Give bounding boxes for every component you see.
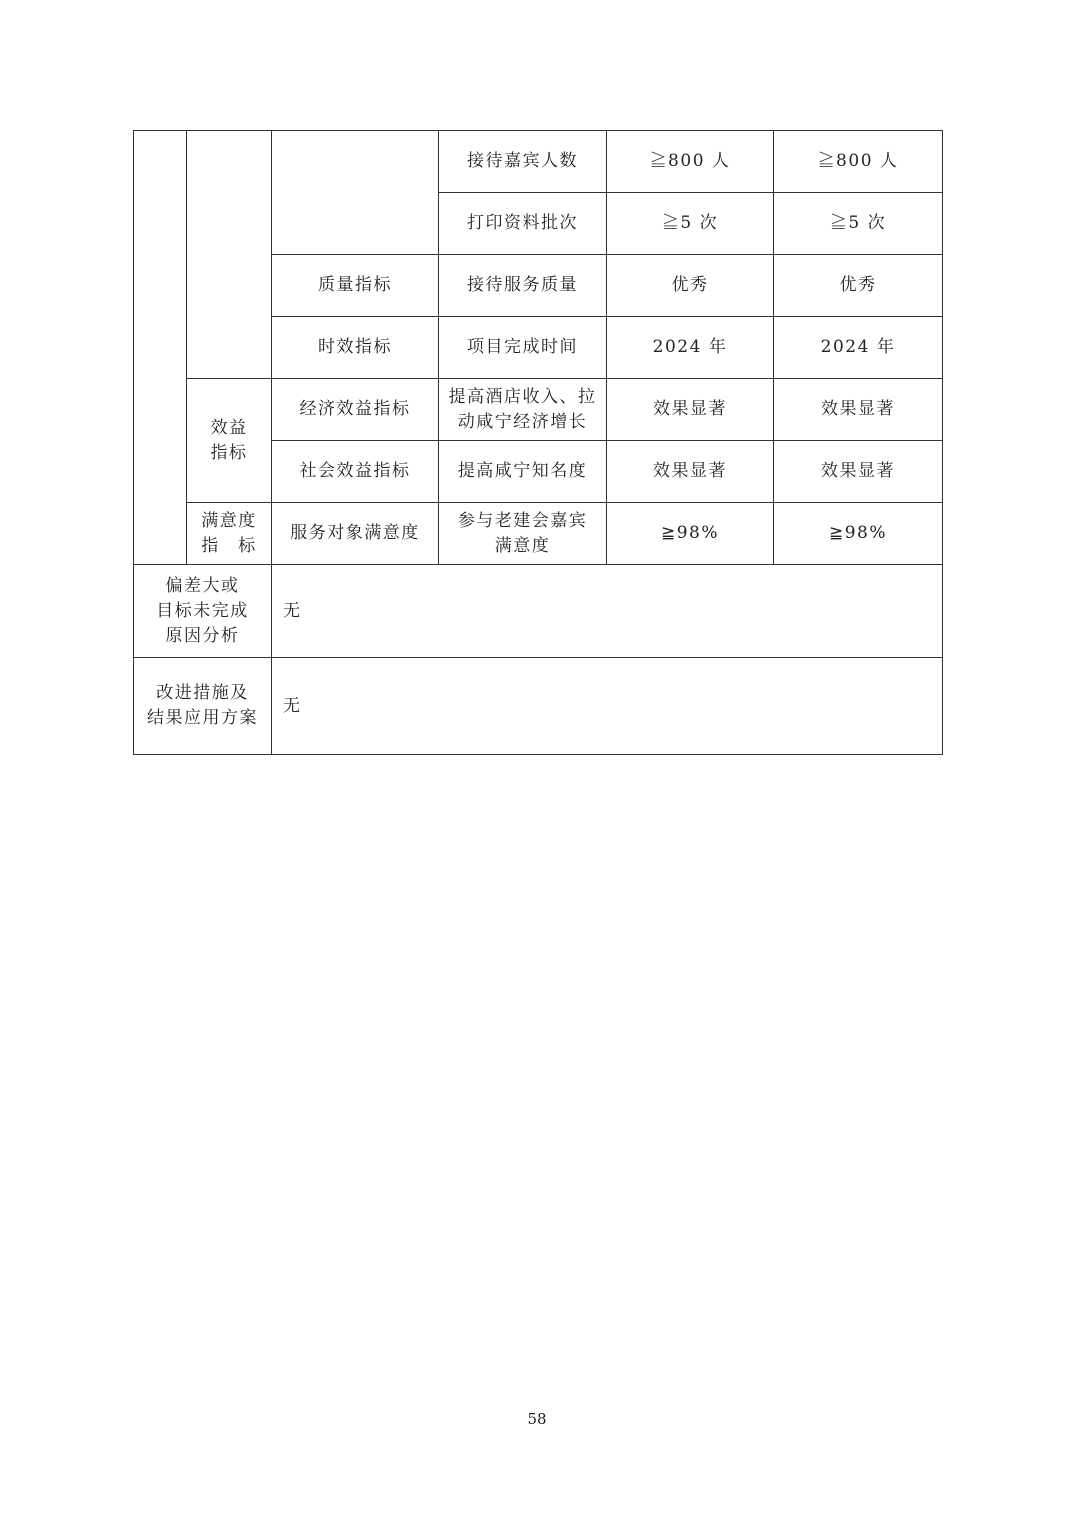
category-cell: 质量指标	[272, 255, 439, 317]
category-cell: 社会效益指标	[272, 441, 439, 503]
target-value-cell: 2024 年	[607, 317, 774, 379]
category-cell: 时效指标	[272, 317, 439, 379]
actual-value-cell: 效果显著	[774, 379, 943, 441]
target-value-cell: 优秀	[607, 255, 774, 317]
deviation-label-line3: 原因分析	[165, 625, 240, 646]
second-level-indicator-cell	[187, 131, 272, 379]
benefit-group-cell	[187, 379, 272, 503]
indicator-cell: 接待嘉宾人数	[439, 131, 607, 193]
table-row	[134, 565, 943, 658]
table-row	[134, 131, 943, 193]
satisfaction-group-line2: 指 标	[201, 535, 257, 556]
benefit-group-line2: 指标	[210, 442, 248, 463]
target-value-cell: ≧98%	[607, 503, 774, 565]
first-level-indicator-cell	[134, 131, 187, 565]
target-value-cell: 效果显著	[607, 441, 774, 503]
improvement-value-cell: 无	[272, 658, 943, 755]
deviation-label-line1: 偏差大或	[165, 575, 240, 596]
category-cell: 服务对象满意度	[272, 503, 439, 565]
indicator-cell: 打印资料批次	[439, 193, 607, 255]
indicator-cell: 接待服务质量	[439, 255, 607, 317]
indicator-cell	[439, 503, 607, 565]
satisfaction-group-cell	[187, 503, 272, 565]
category-cell: 经济效益指标	[272, 379, 439, 441]
improvement-label-line2: 结果应用方案	[147, 708, 258, 728]
indicator-line2: 动咸宁经济增长	[457, 411, 588, 432]
actual-value-cell: ≧98%	[774, 503, 943, 565]
indicator-cell: 提高咸宁知名度	[439, 441, 607, 503]
target-value-cell: ≧800 人	[607, 131, 774, 193]
deviation-value-cell: 无	[272, 565, 943, 658]
benefit-group-line1: 效益	[210, 417, 248, 438]
improvement-label-line1: 改进措施及	[156, 683, 249, 703]
improvement-label-cell	[134, 658, 272, 755]
indicator-cell: 项目完成时间	[439, 317, 607, 379]
table-row	[134, 379, 943, 441]
actual-value-cell: 优秀	[774, 255, 943, 317]
table-row	[134, 658, 943, 755]
performance-indicator-table	[133, 130, 943, 755]
table-row	[134, 503, 943, 565]
satisfaction-group-line1: 满意度	[201, 510, 257, 531]
indicator-line1: 参与老建会嘉宾	[457, 510, 588, 531]
target-value-cell: ≧5 次	[607, 193, 774, 255]
actual-value-cell: ≧5 次	[774, 193, 943, 255]
deviation-label-line2: 目标未完成	[156, 600, 249, 621]
actual-value-cell: 效果显著	[774, 441, 943, 503]
actual-value-cell: 2024 年	[774, 317, 943, 379]
indicator-cell	[439, 379, 607, 441]
indicator-line1: 提高酒店收入、拉	[448, 386, 597, 407]
target-value-cell: 效果显著	[607, 379, 774, 441]
deviation-label-cell	[134, 565, 272, 658]
quantity-category-cell	[272, 131, 439, 255]
actual-value-cell: ≧800 人	[774, 131, 943, 193]
page-number: 58	[527, 1410, 547, 1428]
indicator-line2: 满意度	[494, 535, 551, 556]
